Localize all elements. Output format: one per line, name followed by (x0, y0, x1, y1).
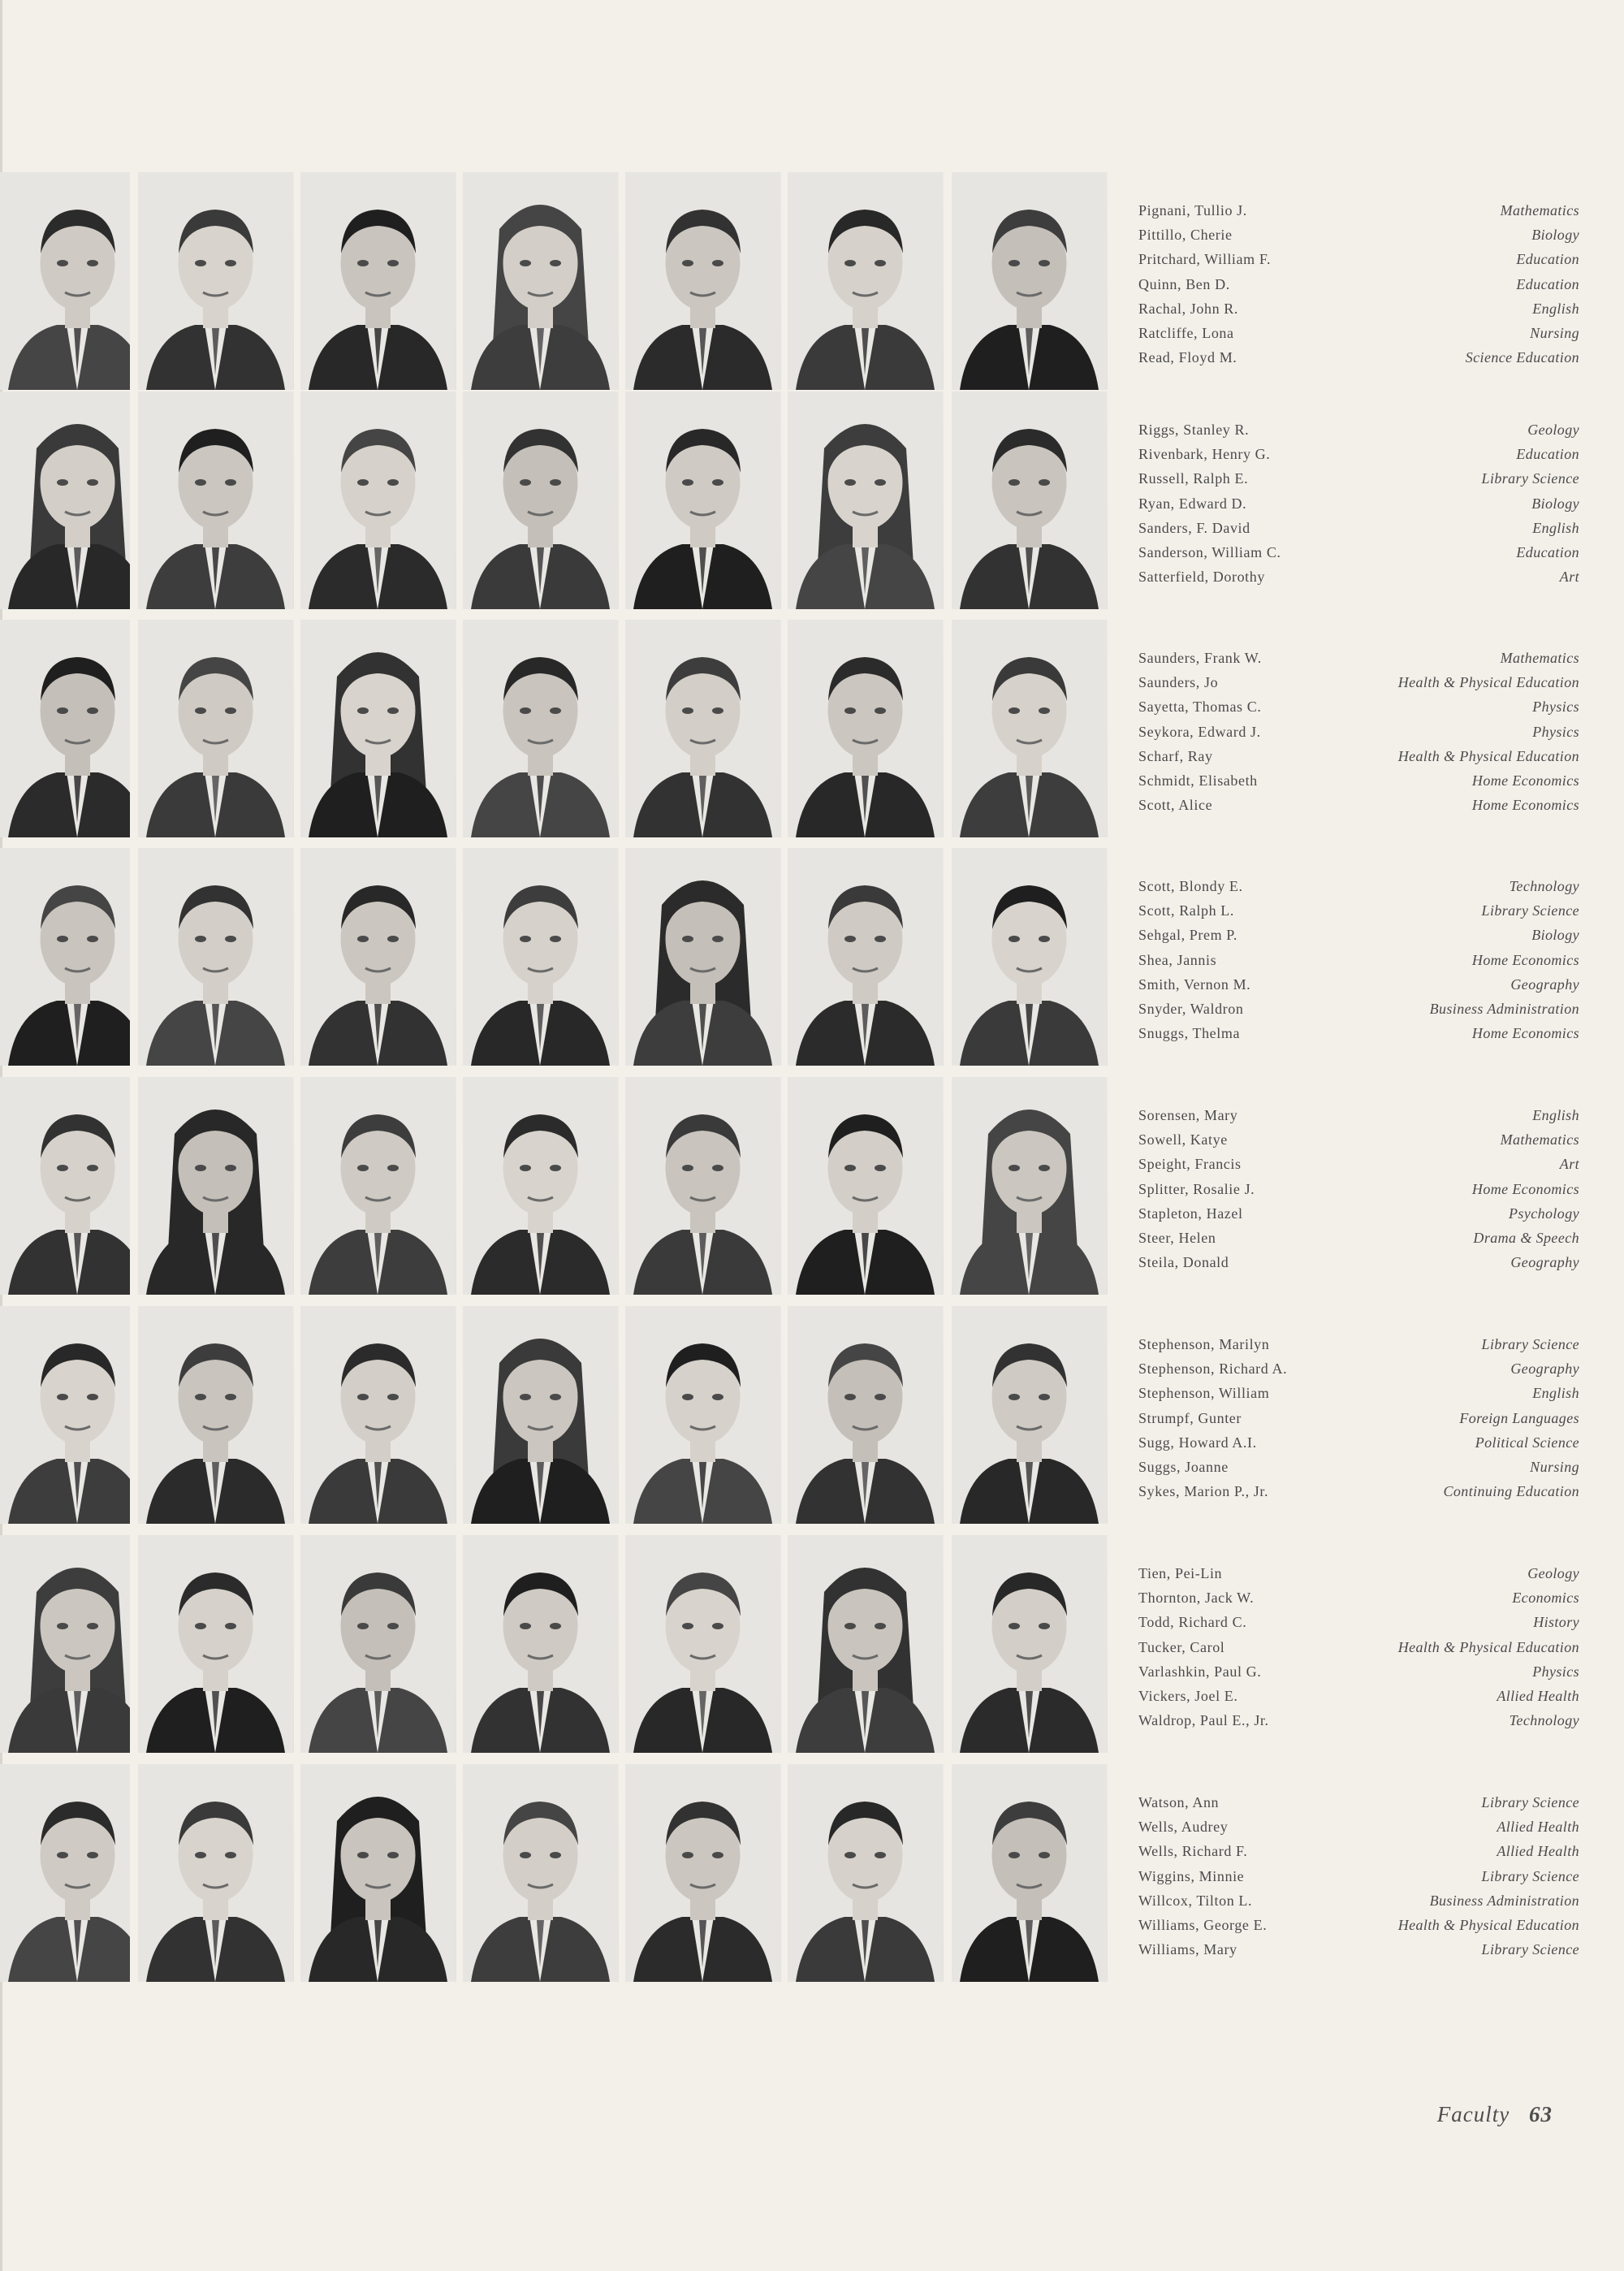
faculty-portrait (788, 848, 944, 1066)
faculty-name: Rivenbark, Henry G. (1138, 446, 1271, 463)
faculty-portrait (788, 1535, 944, 1753)
faculty-department: Physics (1532, 699, 1579, 716)
faculty-department: Mathematics (1500, 1131, 1579, 1148)
faculty-portrait (463, 172, 619, 390)
faculty-department: Health & Physical Education (1397, 747, 1579, 764)
faculty-row (0, 848, 1612, 1069)
faculty-portrait (625, 1306, 781, 1524)
faculty-portrait (463, 848, 619, 1066)
faculty-department: Nursing (1530, 324, 1579, 341)
faculty-name: Sugg, Howard A.I. (1138, 1434, 1257, 1451)
faculty-name: Watson, Ann (1138, 1794, 1220, 1810)
faculty-portrait (625, 620, 781, 837)
faculty-portrait (788, 620, 944, 837)
faculty-row (0, 1535, 1612, 1756)
faculty-department: Library Science (1481, 1867, 1579, 1884)
faculty-name: Sanderson, William C. (1138, 543, 1281, 560)
faculty-portrait (788, 172, 944, 390)
faculty-department: Health & Physical Education (1397, 1916, 1579, 1933)
faculty-name: Wells, Richard F. (1138, 1843, 1248, 1860)
faculty-department: Physics (1532, 723, 1579, 740)
faculty-department: Physics (1532, 1663, 1579, 1680)
faculty-departments-list (1303, 1790, 1579, 1962)
faculty-portrait (138, 848, 294, 1066)
faculty-names-list (1138, 198, 1317, 370)
faculty-department: Foreign Languages (1459, 1409, 1579, 1426)
faculty-name: Rachal, John R. (1138, 300, 1238, 317)
faculty-departments-list (1303, 646, 1579, 817)
faculty-department: Geography (1510, 1360, 1579, 1378)
faculty-name: Schmidt, Elisabeth (1138, 772, 1258, 789)
faculty-name: Stephenson, William (1138, 1385, 1270, 1402)
faculty-portrait (463, 1077, 619, 1295)
faculty-departments-list (1303, 874, 1579, 1045)
faculty-portrait (0, 1535, 130, 1753)
faculty-department: History (1533, 1614, 1579, 1631)
faculty-name: Steer, Helen (1138, 1229, 1216, 1246)
faculty-portrait (300, 1535, 456, 1753)
faculty-name: Varlashkin, Paul G. (1138, 1663, 1262, 1680)
faculty-name: Pittillo, Cherie (1138, 227, 1233, 244)
faculty-portrait (0, 1077, 130, 1295)
faculty-portrait (0, 172, 130, 390)
faculty-department: Psychology (1509, 1205, 1579, 1222)
faculty-name: Scott, Blondy E. (1138, 878, 1243, 894)
faculty-department: Education (1516, 275, 1579, 292)
faculty-name: Willcox, Tilton L. (1138, 1892, 1253, 1909)
faculty-department: Home Economics (1471, 951, 1579, 968)
faculty-department: Home Economics (1471, 1025, 1579, 1042)
faculty-portrait (625, 391, 781, 609)
faculty-departments-list (1303, 1332, 1579, 1503)
faculty-department: Library Science (1481, 1794, 1579, 1810)
portrait-strip (0, 848, 1121, 1069)
faculty-name: Williams, George E. (1138, 1916, 1268, 1933)
faculty-department: Biology (1531, 927, 1579, 944)
faculty-name: Ryan, Edward D. (1138, 495, 1247, 512)
faculty-name: Sayetta, Thomas C. (1138, 699, 1262, 716)
faculty-name: Strumpf, Gunter (1138, 1409, 1242, 1426)
faculty-name: Tucker, Carol (1138, 1638, 1225, 1655)
faculty-name: Scott, Alice (1138, 797, 1213, 814)
faculty-portrait (300, 620, 456, 837)
footer-section-label: Faculty (1436, 2102, 1510, 2126)
faculty-names-list (1138, 874, 1317, 1045)
faculty-portrait (300, 1764, 456, 1982)
faculty-portrait (0, 1306, 130, 1524)
faculty-portrait (463, 1306, 619, 1524)
faculty-name: Sowell, Katye (1138, 1131, 1228, 1148)
faculty-name: Snyder, Waldron (1138, 1000, 1244, 1017)
faculty-name: Saunders, Jo (1138, 674, 1219, 691)
faculty-name: Tien, Pei-Lin (1138, 1565, 1223, 1581)
faculty-portrait (463, 1764, 619, 1982)
faculty-portrait (625, 172, 781, 390)
faculty-names-list (1138, 1103, 1317, 1274)
faculty-row (0, 391, 1612, 612)
faculty-name: Saunders, Frank W. (1138, 650, 1262, 666)
portrait-strip (0, 391, 1121, 612)
faculty-department: Geography (1510, 1254, 1579, 1271)
faculty-department: Biology (1531, 495, 1579, 512)
faculty-name: Pignani, Tullio J. (1138, 202, 1247, 218)
faculty-names-list (1138, 1332, 1317, 1503)
faculty-names-list (1138, 417, 1317, 589)
faculty-departments-list (1303, 1561, 1579, 1732)
faculty-department: Health & Physical Education (1397, 1638, 1579, 1655)
faculty-row (0, 1764, 1612, 1985)
portrait-strip (0, 620, 1121, 841)
faculty-portrait (0, 620, 130, 837)
faculty-row (0, 620, 1612, 841)
faculty-name: Russell, Ralph E. (1138, 470, 1249, 487)
faculty-row (0, 172, 1612, 393)
faculty-portrait (300, 391, 456, 609)
faculty-name: Riggs, Stanley R. (1138, 422, 1250, 438)
faculty-portrait (138, 172, 294, 390)
faculty-portrait (138, 391, 294, 609)
faculty-name: Snuggs, Thelma (1138, 1025, 1241, 1042)
faculty-portrait (625, 1764, 781, 1982)
faculty-departments-list (1303, 417, 1579, 589)
faculty-name: Steila, Donald (1138, 1254, 1229, 1271)
page-footer (1437, 2102, 1553, 2127)
faculty-department: Library Science (1481, 902, 1579, 919)
faculty-portrait (952, 1306, 1108, 1524)
faculty-department: Education (1516, 446, 1579, 463)
faculty-name: Splitter, Rosalie J. (1138, 1180, 1255, 1197)
faculty-name: Waldrop, Paul E., Jr. (1138, 1712, 1269, 1729)
faculty-name: Ratcliffe, Lona (1138, 324, 1234, 341)
faculty-name: Speight, Francis (1138, 1156, 1242, 1173)
faculty-department: Mathematics (1500, 650, 1579, 666)
faculty-department: Economics (1512, 1590, 1579, 1607)
faculty-portrait (788, 1306, 944, 1524)
faculty-department: Art (1559, 569, 1579, 586)
faculty-portrait (625, 848, 781, 1066)
faculty-names-list (1138, 1561, 1317, 1732)
faculty-portrait (952, 172, 1108, 390)
portrait-strip (0, 1764, 1121, 1985)
faculty-name: Stephenson, Richard A. (1138, 1360, 1288, 1378)
faculty-department: Geology (1527, 422, 1579, 438)
faculty-portrait (788, 1764, 944, 1982)
faculty-portrait (300, 1077, 456, 1295)
faculty-department: English (1532, 1107, 1579, 1123)
faculty-name: Pritchard, William F. (1138, 251, 1272, 268)
faculty-portrait (138, 1077, 294, 1295)
faculty-portrait (138, 1306, 294, 1524)
faculty-name: Wiggins, Minnie (1138, 1867, 1245, 1884)
faculty-name: Stapleton, Hazel (1138, 1205, 1243, 1222)
faculty-department: Science Education (1465, 349, 1579, 366)
faculty-department: English (1532, 300, 1579, 317)
faculty-portrait (138, 1535, 294, 1753)
faculty-portrait (952, 848, 1108, 1066)
faculty-portrait (138, 1764, 294, 1982)
faculty-department: English (1532, 519, 1579, 536)
faculty-portrait (952, 391, 1108, 609)
faculty-department: Nursing (1530, 1458, 1579, 1475)
faculty-name: Quinn, Ben D. (1138, 275, 1230, 292)
faculty-department: Art (1559, 1156, 1579, 1173)
faculty-name: Vickers, Joel E. (1138, 1687, 1238, 1704)
faculty-department: Mathematics (1500, 202, 1579, 218)
faculty-name: Stephenson, Marilyn (1138, 1336, 1270, 1352)
faculty-portrait (952, 620, 1108, 837)
faculty-department: Allied Health (1497, 1819, 1579, 1836)
faculty-name: Sykes, Marion P., Jr. (1138, 1483, 1269, 1500)
faculty-row (0, 1077, 1612, 1298)
faculty-portrait (300, 1306, 456, 1524)
faculty-department: English (1532, 1385, 1579, 1402)
faculty-name: Thornton, Jack W. (1138, 1590, 1255, 1607)
page-number: 63 (1529, 2102, 1553, 2126)
faculty-department: Home Economics (1471, 797, 1579, 814)
faculty-portrait (463, 620, 619, 837)
faculty-name: Satterfield, Dorothy (1138, 569, 1265, 586)
portrait-strip (0, 1306, 1121, 1527)
faculty-department: Biology (1531, 227, 1579, 244)
faculty-department: Allied Health (1497, 1843, 1579, 1860)
faculty-department: Health & Physical Education (1397, 674, 1579, 691)
faculty-name: Scharf, Ray (1138, 747, 1213, 764)
faculty-department: Education (1516, 251, 1579, 268)
faculty-name: Read, Floyd M. (1138, 349, 1237, 366)
faculty-department: Technology (1509, 1712, 1579, 1729)
faculty-department: Geography (1510, 975, 1579, 993)
faculty-portrait (138, 620, 294, 837)
faculty-name: Shea, Jannis (1138, 951, 1217, 968)
faculty-portrait (0, 1764, 130, 1982)
faculty-name: Todd, Richard C. (1138, 1614, 1247, 1631)
faculty-name: Scott, Ralph L. (1138, 902, 1234, 919)
faculty-department: Business Administration (1429, 1892, 1579, 1909)
faculty-portrait (300, 848, 456, 1066)
faculty-department: Library Science (1481, 1941, 1579, 1958)
faculty-department: Drama & Speech (1473, 1229, 1579, 1246)
faculty-name: Wells, Audrey (1138, 1819, 1229, 1836)
faculty-department: Library Science (1481, 1336, 1579, 1352)
faculty-department: Home Economics (1471, 772, 1579, 789)
faculty-department: Library Science (1481, 470, 1579, 487)
faculty-departments-list (1303, 198, 1579, 370)
faculty-portrait (788, 1077, 944, 1295)
faculty-name: Sehgal, Prem P. (1138, 927, 1238, 944)
faculty-department: Technology (1509, 878, 1579, 894)
faculty-portrait (463, 391, 619, 609)
faculty-portrait (463, 1535, 619, 1753)
portrait-strip (0, 1535, 1121, 1756)
faculty-name: Sanders, F. David (1138, 519, 1250, 536)
faculty-name: Sorensen, Mary (1138, 1107, 1238, 1123)
faculty-department: Continuing Education (1443, 1483, 1579, 1500)
portrait-strip (0, 172, 1121, 393)
faculty-name: Smith, Vernon M. (1138, 975, 1251, 993)
faculty-department: Home Economics (1471, 1180, 1579, 1197)
faculty-department: Geology (1527, 1565, 1579, 1581)
faculty-name: Williams, Mary (1138, 1941, 1237, 1958)
faculty-portrait (788, 391, 944, 609)
faculty-names-list (1138, 646, 1317, 817)
faculty-portrait (952, 1764, 1108, 1982)
faculty-department: Business Administration (1429, 1000, 1579, 1017)
faculty-portrait (0, 848, 130, 1066)
faculty-department: Education (1516, 543, 1579, 560)
faculty-portrait (952, 1535, 1108, 1753)
faculty-portrait (625, 1535, 781, 1753)
faculty-portrait (625, 1077, 781, 1295)
faculty-portrait (952, 1077, 1108, 1295)
faculty-portrait (300, 172, 456, 390)
faculty-departments-list (1303, 1103, 1579, 1274)
faculty-portrait (0, 391, 130, 609)
faculty-name: Seykora, Edward J. (1138, 723, 1261, 740)
faculty-name: Suggs, Joanne (1138, 1458, 1229, 1475)
faculty-department: Allied Health (1497, 1687, 1579, 1704)
faculty-department: Political Science (1475, 1434, 1579, 1451)
portrait-strip (0, 1077, 1121, 1298)
faculty-row (0, 1306, 1612, 1527)
faculty-names-list (1138, 1790, 1317, 1962)
